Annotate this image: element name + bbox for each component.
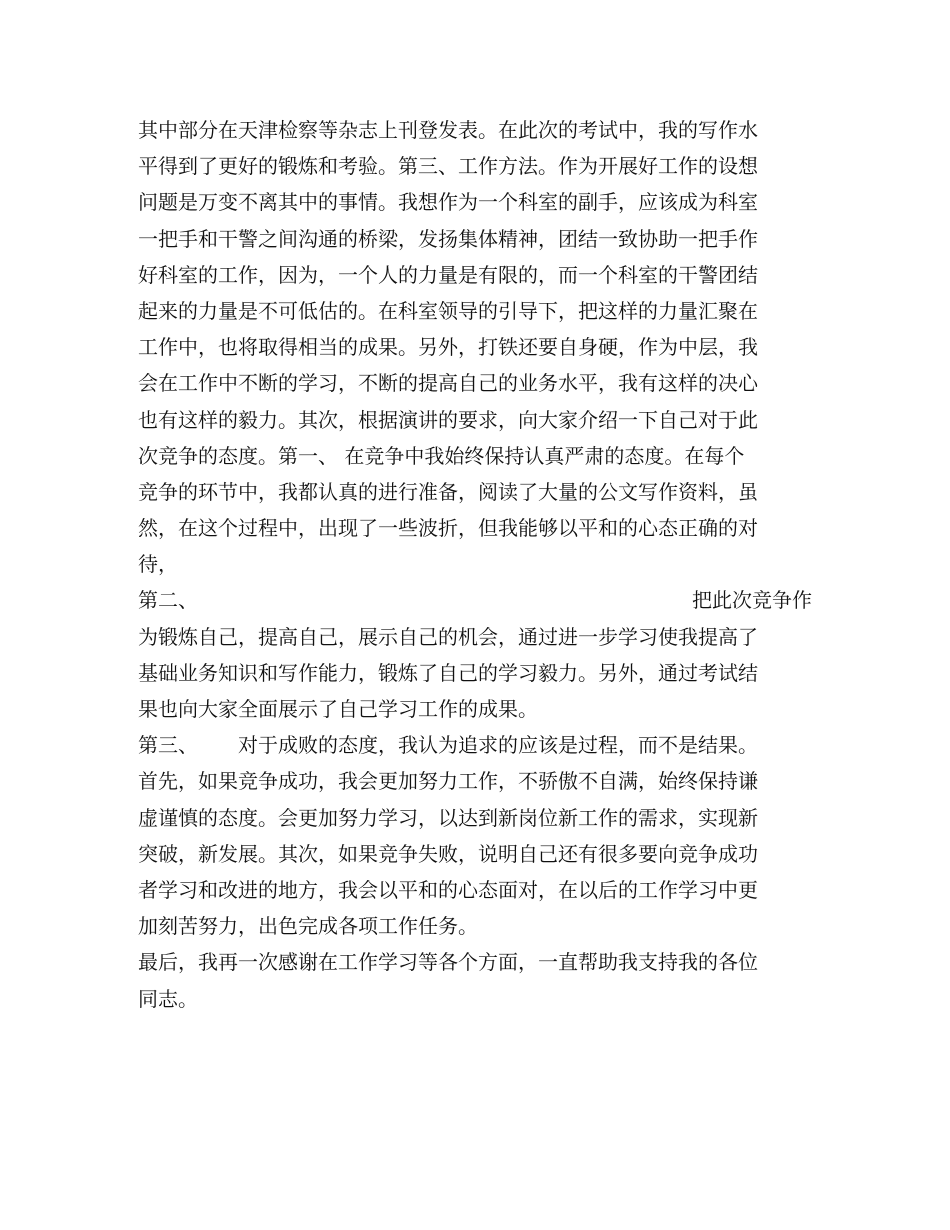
text-line: 最后，我再一次感谢在工作学习等各个方面，一直帮助我支持我的各位 (138, 950, 758, 975)
text-line: 然，在这个过程中，出现了一些波折，但我能够以平和的心态正确的对 (138, 516, 758, 541)
text-line: 次竞争的态度。第一、 在竞争中我始终保持认真严肃的态度。在每个 (138, 443, 745, 468)
text-line: 同志。 (138, 986, 198, 1011)
text-line: 竞争的环节中，我都认真的进行准备，阅读了大量的公文写作资料，虽 (138, 479, 758, 504)
split-line-right: 把此次竞争作 (692, 588, 812, 613)
text-line: 虚谨慎的态度。会更加努力学习，以达到新岗位新工作的需求，实现新 (138, 805, 758, 830)
text-line: 工作中，也将取得相当的成果。另外，打铁还要自身硬，作为中层，我 (138, 335, 758, 360)
text-line: 为锻炼自己，提高自己，展示自己的机会，通过进一步学习使我提高了 (138, 624, 758, 649)
third-point-text: 对于成败的态度，我认为追求的应该是过程，而不是结果。 (238, 733, 758, 758)
third-point-lead: 第三、 (138, 733, 198, 758)
text-line: 基础业务知识和写作能力，锻炼了自己的学习毅力。另外，通过考试结 (138, 660, 758, 685)
text-line: 平得到了更好的锻炼和考验。第三、工作方法。作为开展好工作的设想 (138, 154, 758, 179)
body-text (138, 112, 818, 1017)
split-line-left: 第二、 (138, 588, 198, 613)
text-line: 加刻苦努力，出色完成各项工作任务。 (138, 914, 478, 939)
text-line: 一把手和干警之间沟通的桥梁，发扬集体精神，团结一致协助一把手作 (138, 226, 758, 251)
text-line: 会在工作中不断的学习，不断的提高自己的业务水平，我有这样的决心 (138, 371, 758, 396)
text-line: 起来的力量是不可低估的。在科室领导的引导下，把这样的力量汇聚在 (138, 298, 758, 323)
text-line: 果也向大家全面展示了自己学习工作的成果。 (138, 697, 538, 721)
text-line: 也有这样的毅力。其次，根据演讲的要求，向大家介绍一下自己对于此 (138, 407, 758, 432)
text-line: 待， (138, 552, 178, 577)
text-line: 好科室的工作，因为，一个人的力量是有限的，而一个科室的干警团结 (138, 262, 758, 287)
text-line: 者学习和改进的地方，我会以平和的心态面对，在以后的工作学习中更 (138, 877, 758, 902)
text-line: 其中部分在天津检察等杂志上刊登发表。在此次的考试中，我的写作水 (138, 118, 758, 142)
split-line (138, 582, 812, 618)
text-line: 突破，新发展。其次，如果竞争失败，说明自己还有很多要向竞争成功 (138, 841, 758, 866)
text-line: 首先，如果竞争成功，我会更加努力工作，不骄傲不自满，始终保持谦 (138, 769, 758, 794)
third-point-line (138, 727, 818, 763)
text-line: 问题是万变不离其中的事情。我想作为一个科室的副手，应该成为科室 (138, 190, 758, 215)
